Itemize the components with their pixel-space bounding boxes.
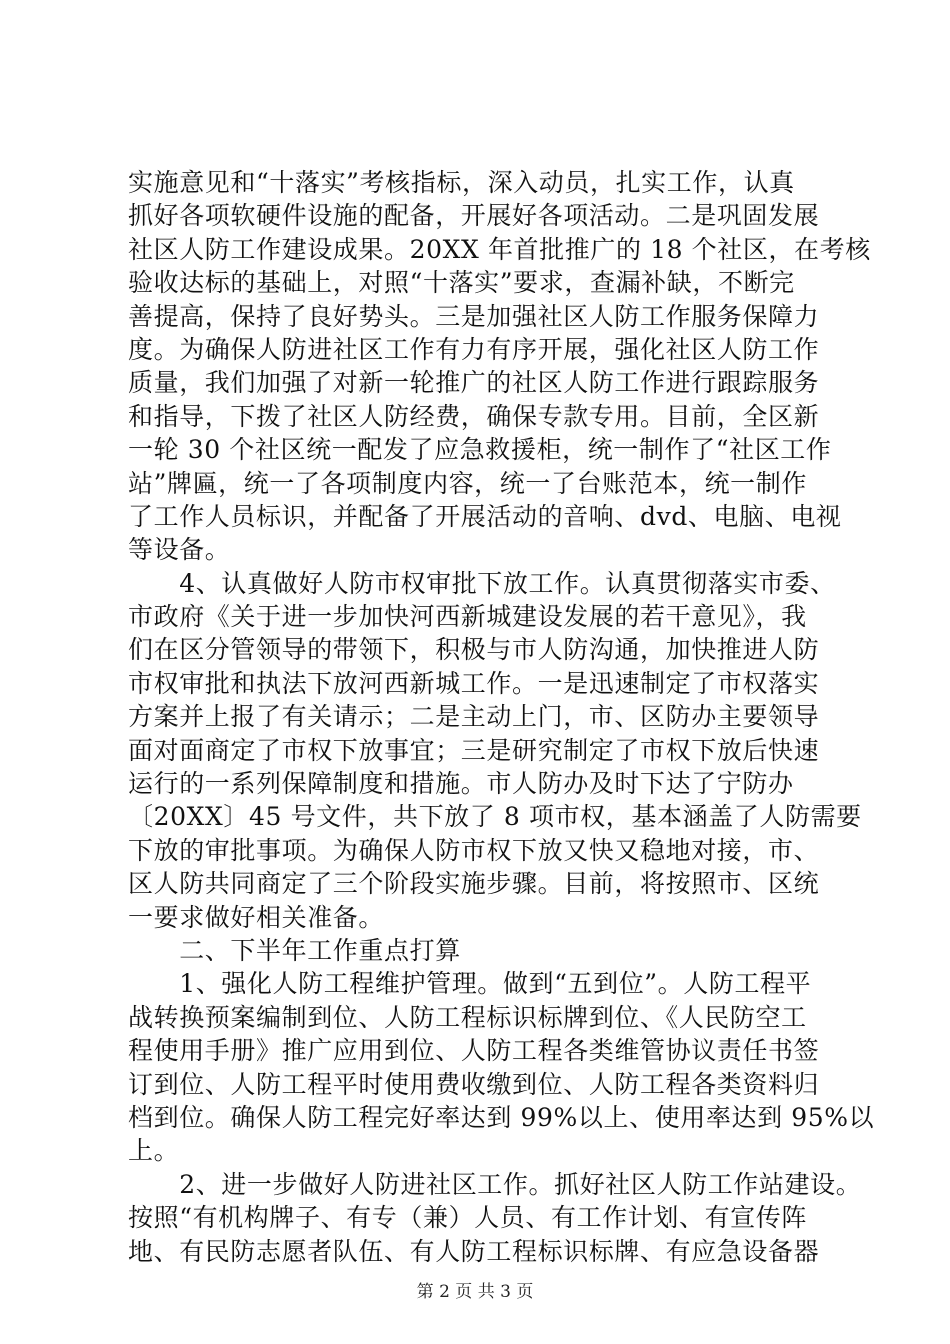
body-text-line: 程使用手册》推广应用到位、人防工程各类维管协议责任书签 — [128, 1036, 820, 1066]
body-text-line: 地、有民防志愿者队伍、有人防工程标识标牌、有应急设备器 — [128, 1236, 820, 1266]
body-text-line: 〔20XX〕45 号文件，共下放了 8 项市权，基本涵盖了人防需要 — [128, 802, 862, 832]
body-text-line: 一要求做好相关准备。 — [128, 902, 385, 932]
body-text-line: 区人防共同商定了三个阶段实施步骤。目前，将按照市、区统 — [128, 869, 820, 899]
body-text-line: 面对面商定了市权下放事宜；三是研究制定了市权下放后快速 — [128, 735, 820, 765]
page-footer: 第 2 页 共 3 页 — [416, 1282, 534, 1302]
body-text-line: 方案并上报了有关请示；二是主动上门，市、区防办主要领导 — [128, 702, 820, 732]
body-text-line: 抓好各项软硬件设施的配备，开展好各项活动。二是巩固发展 — [128, 201, 820, 231]
body-text-line: 上。 — [128, 1136, 180, 1166]
body-text-line: 按照“有机构牌子、有专（兼）人员、有工作计划、有宣传阵 — [128, 1203, 807, 1233]
body-text-line: 2、进一步做好人防进社区工作。抓好社区人防工作站建设。 — [128, 1169, 862, 1199]
body-text-line: 1、强化人防工程维护管理。做到“五到位”。人防工程平 — [128, 969, 812, 999]
body-text-line: 们在区分管领导的带领下，积极与市人防沟通，加快推进人防 — [128, 635, 820, 665]
body-text-line: 了工作人员标识，并配备了开展活动的音响、dvd、电脑、电视 — [128, 501, 842, 531]
body-text-line: 运行的一系列保障制度和措施。市人防办及时下达了宁防办 — [128, 769, 794, 799]
body-text-line: 市权审批和执法下放河西新城工作。一是迅速制定了市权落实 — [128, 668, 820, 698]
body-text-line: 和指导，下拨了社区人防经费，确保专款专用。目前，全区新 — [128, 401, 820, 431]
body-text-line: 实施意见和“十落实”考核指标，深入动员，扎实工作，认真 — [128, 168, 795, 197]
body-text-line: 4、认真做好人防市权审批下放工作。认真贯彻落实市委、 — [128, 568, 836, 598]
body-text-line: 验收达标的基础上，对照“十落实”要求，查漏补缺，不断完 — [128, 268, 795, 298]
body-text-line: 质量，我们加强了对新一轮推广的社区人防工作进行跟踪服务 — [128, 368, 820, 398]
body-text-line: 市政府《关于进一步加快河西新城建设发展的若干意见》，我 — [128, 602, 807, 632]
body-text-line: 下放的审批事项。为确保人防市权下放又快又稳地对接，市、 — [128, 835, 820, 865]
body-text-line: 二、下半年工作重点打算 — [128, 935, 461, 965]
body-text-line: 战转换预案编制到位、人防工程标识标牌到位、《人民防空工 — [128, 1002, 807, 1032]
body-text-line: 一轮 30 个社区统一配发了应急救援柜，统一制作了“社区工作 — [128, 435, 832, 465]
body-text-line: 度。为确保人防进社区工作有力有序开展，强化社区人防工作 — [128, 334, 820, 364]
body-text-line: 站”牌匾，统一了各项制度内容，统一了台账范本，统一制作 — [128, 468, 807, 498]
body-text-line: 订到位、人防工程平时使用费收缴到位、人防工程各类资料归 — [128, 1069, 820, 1099]
body-text-line: 善提高，保持了良好势头。三是加强社区人防工作服务保障力 — [128, 301, 820, 331]
body-text-line: 档到位。确保人防工程完好率达到 99%以上、使用率达到 95%以 — [128, 1102, 875, 1132]
document-body — [128, 166, 875, 1268]
body-text-line: 社区人防工作建设成果。20XX 年首批推广的 18 个社区，在考核 — [128, 234, 871, 264]
body-text-line: 等设备。 — [128, 535, 231, 565]
